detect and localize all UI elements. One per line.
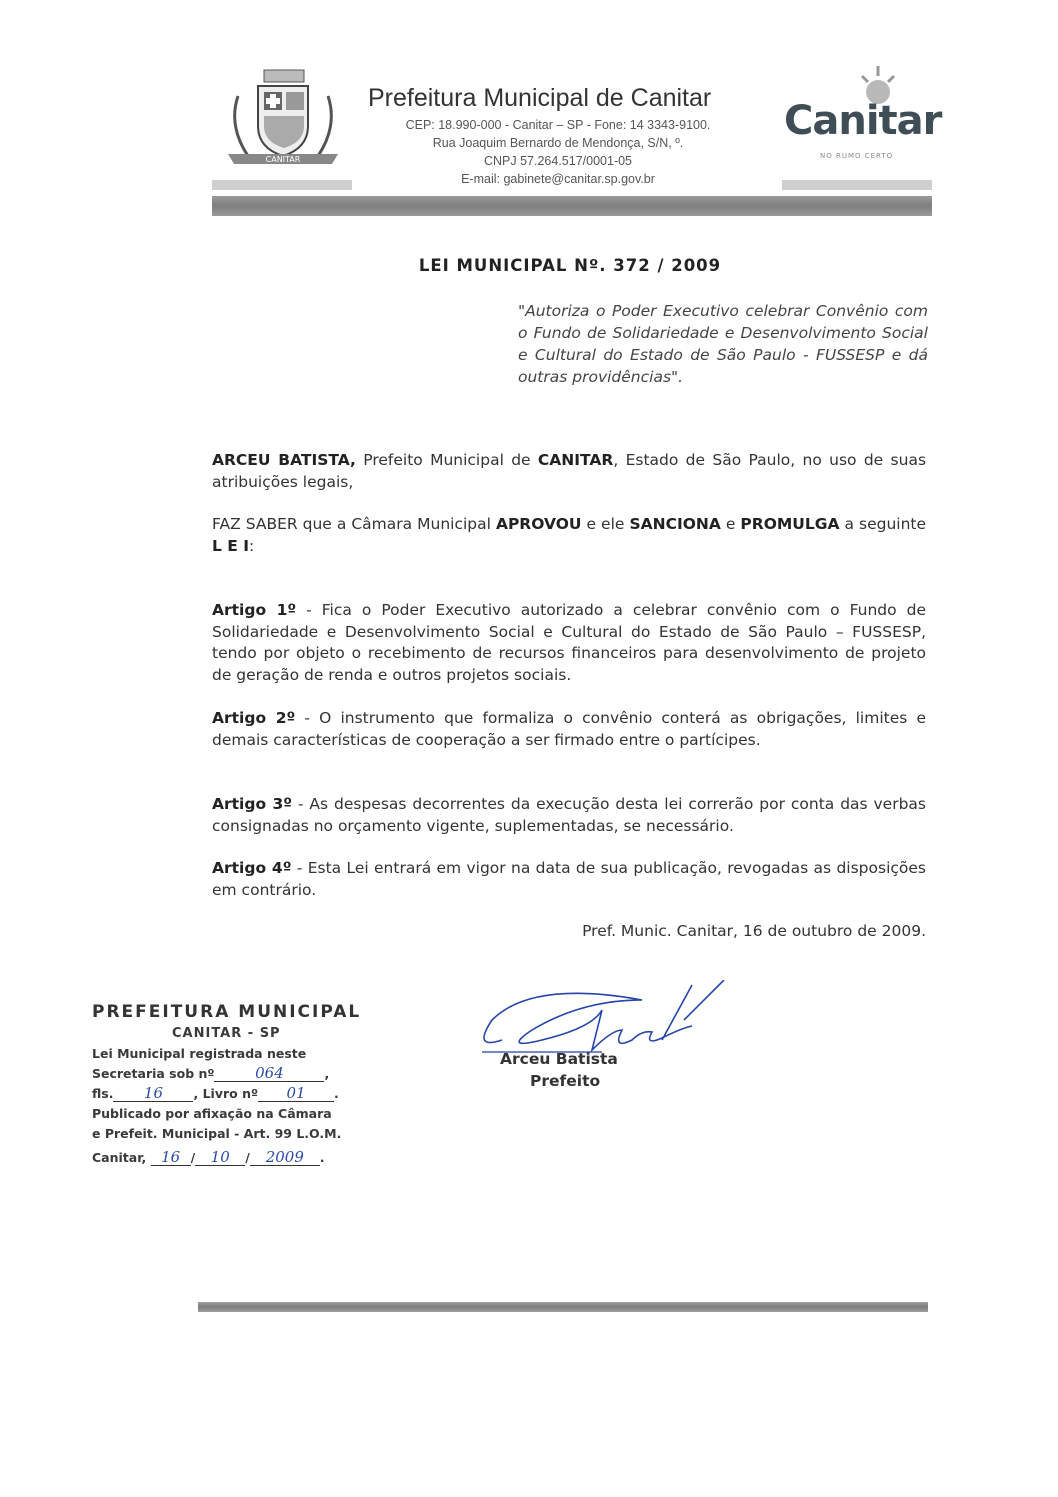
date-line: Pref. Munic. Canitar, 16 de outubro de 2009. (582, 922, 926, 940)
stamp-label: fls. (92, 1086, 114, 1101)
header-title: Prefeitura Municipal de Canitar (368, 84, 712, 112)
article-text: - As despesas decorrentes da execução desta lei correrão por conta das verbas consignadas no orçamento vigente, suplementadas, se necessário. (212, 795, 927, 835)
stamp-page-number: 16 (113, 1085, 193, 1102)
stamp-line-1: Lei Municipal registrada neste (92, 1046, 307, 1061)
proclamation-text: a seguinte (839, 515, 927, 533)
stamp-year: 2009 (250, 1149, 320, 1166)
preamble-paragraph (212, 450, 926, 493)
article-2 (212, 708, 926, 751)
article-label: Artigo 2º (212, 709, 296, 727)
stamp-line-2 (92, 1064, 392, 1084)
article-1 (212, 600, 926, 686)
header-cnpj-line: CNPJ 57.264.517/0001-05 (483, 154, 633, 168)
registration-stamp (92, 1000, 392, 1168)
promulga-word: PROMULGA (740, 515, 840, 533)
canitar-logo-slogan: NO RUMO CERTO (820, 152, 894, 160)
preamble-text: Prefeito Municipal de (355, 451, 538, 469)
article-text: - O instrumento que formaliza o convênio conterá as obrigações, limites e demais características de cooperação a ser firmado entre o partícipes. (212, 709, 926, 749)
stamp-subtitle: CANITAR - SP (172, 1026, 281, 1041)
article-label: Artigo 1º (212, 601, 297, 619)
stamp-line-3 (92, 1084, 392, 1104)
stamp-label: , Livro nº (193, 1086, 259, 1101)
proclamation-text: e (720, 515, 741, 533)
header-strip-right (782, 180, 932, 190)
header-divider-bar (212, 196, 932, 216)
aprovou-word: APROVOU (495, 515, 582, 533)
stamp-month: 10 (195, 1149, 245, 1166)
article-label: Artigo 3º (212, 795, 293, 813)
stamp-register-number: 064 (214, 1065, 324, 1082)
signer-role: Prefeito (530, 1072, 601, 1090)
stamp-line-4: Publicado por afixação na Câmara (92, 1106, 332, 1121)
article-4 (212, 858, 926, 901)
stamp-punct: . (334, 1086, 339, 1101)
article-3 (212, 794, 926, 837)
preamble-text: , Estado de São Paulo, no uso de suas atribuições legais, (212, 451, 927, 491)
canitar-logo-word: Canitar (784, 98, 942, 144)
header-street-line: Rua Joaquim Bernardo de Mendonça, S/N, º. (432, 136, 684, 150)
stamp-punct: . (319, 1150, 325, 1165)
canitar-logo (780, 62, 942, 162)
proclamation-paragraph (212, 514, 926, 557)
header-strip-left (212, 180, 352, 190)
stamp-title: PREFEITURA MUNICIPAL (92, 1002, 362, 1022)
stamp-line-5: e Prefeit. Municipal - Art. 99 L.O.M. (92, 1126, 342, 1141)
article-text: - Fica o Poder Executivo autorizado a celebrar convênio com o Fundo de Solidariedade e Desenvolvimento Social e Cultural do Estado de São Paulo – FUSSESP, tendo por objeto o recebimento de recursos financeiros para desenvolvimento de projeto de geração de renda e outros projetos sociais. (212, 601, 927, 684)
sanciona-word: SANCIONA (629, 515, 721, 533)
mayor-name: ARCEU BATISTA, (212, 451, 356, 469)
signer-name: Arceu Batista (500, 1050, 618, 1068)
law-title: LEI MUNICIPAL Nº. 372 / 2009 (418, 256, 722, 275)
stamp-line-6: Canitar, 16 / 10 / 2009 . (92, 1148, 325, 1166)
stamp-punct: , (324, 1066, 330, 1081)
law-summary: "Autoriza o Poder Executivo celebrar Convênio com o Fundo de Solidariedade e Desenvolvimento Social e Cultural do Estado de São Paulo - FUSSESP e dá outras providências". (518, 302, 928, 386)
coat-of-arms-banner: CANITAR (265, 155, 301, 164)
stamp-label: Secretaria sob nº (92, 1066, 215, 1081)
header-email-line: E-mail: gabinete@canitar.sp.gov.br (461, 172, 655, 186)
stamp-label: Canitar, (92, 1150, 147, 1165)
article-label: Artigo 4º (212, 859, 292, 877)
article-text: - Esta Lei entrará em vigor na data de sua publicação, revogadas as disposições em contrário. (212, 859, 926, 899)
lei-word: L E I (212, 536, 250, 555)
stamp-day: 16 (151, 1149, 191, 1166)
proclamation-text: : (249, 536, 255, 555)
proclamation-text: FAZ SABER que a Câmara Municipal (212, 515, 496, 533)
city-name: CANITAR (537, 451, 614, 469)
footer-divider-bar (198, 1302, 928, 1312)
stamp-book-number: 01 (258, 1085, 334, 1102)
proclamation-text: e ele (581, 515, 630, 533)
header-address-line: CEP: 18.990-000 - Canitar – SP - Fone: 14 3343-9100. (405, 118, 711, 132)
coat-of-arms-image (220, 66, 345, 176)
